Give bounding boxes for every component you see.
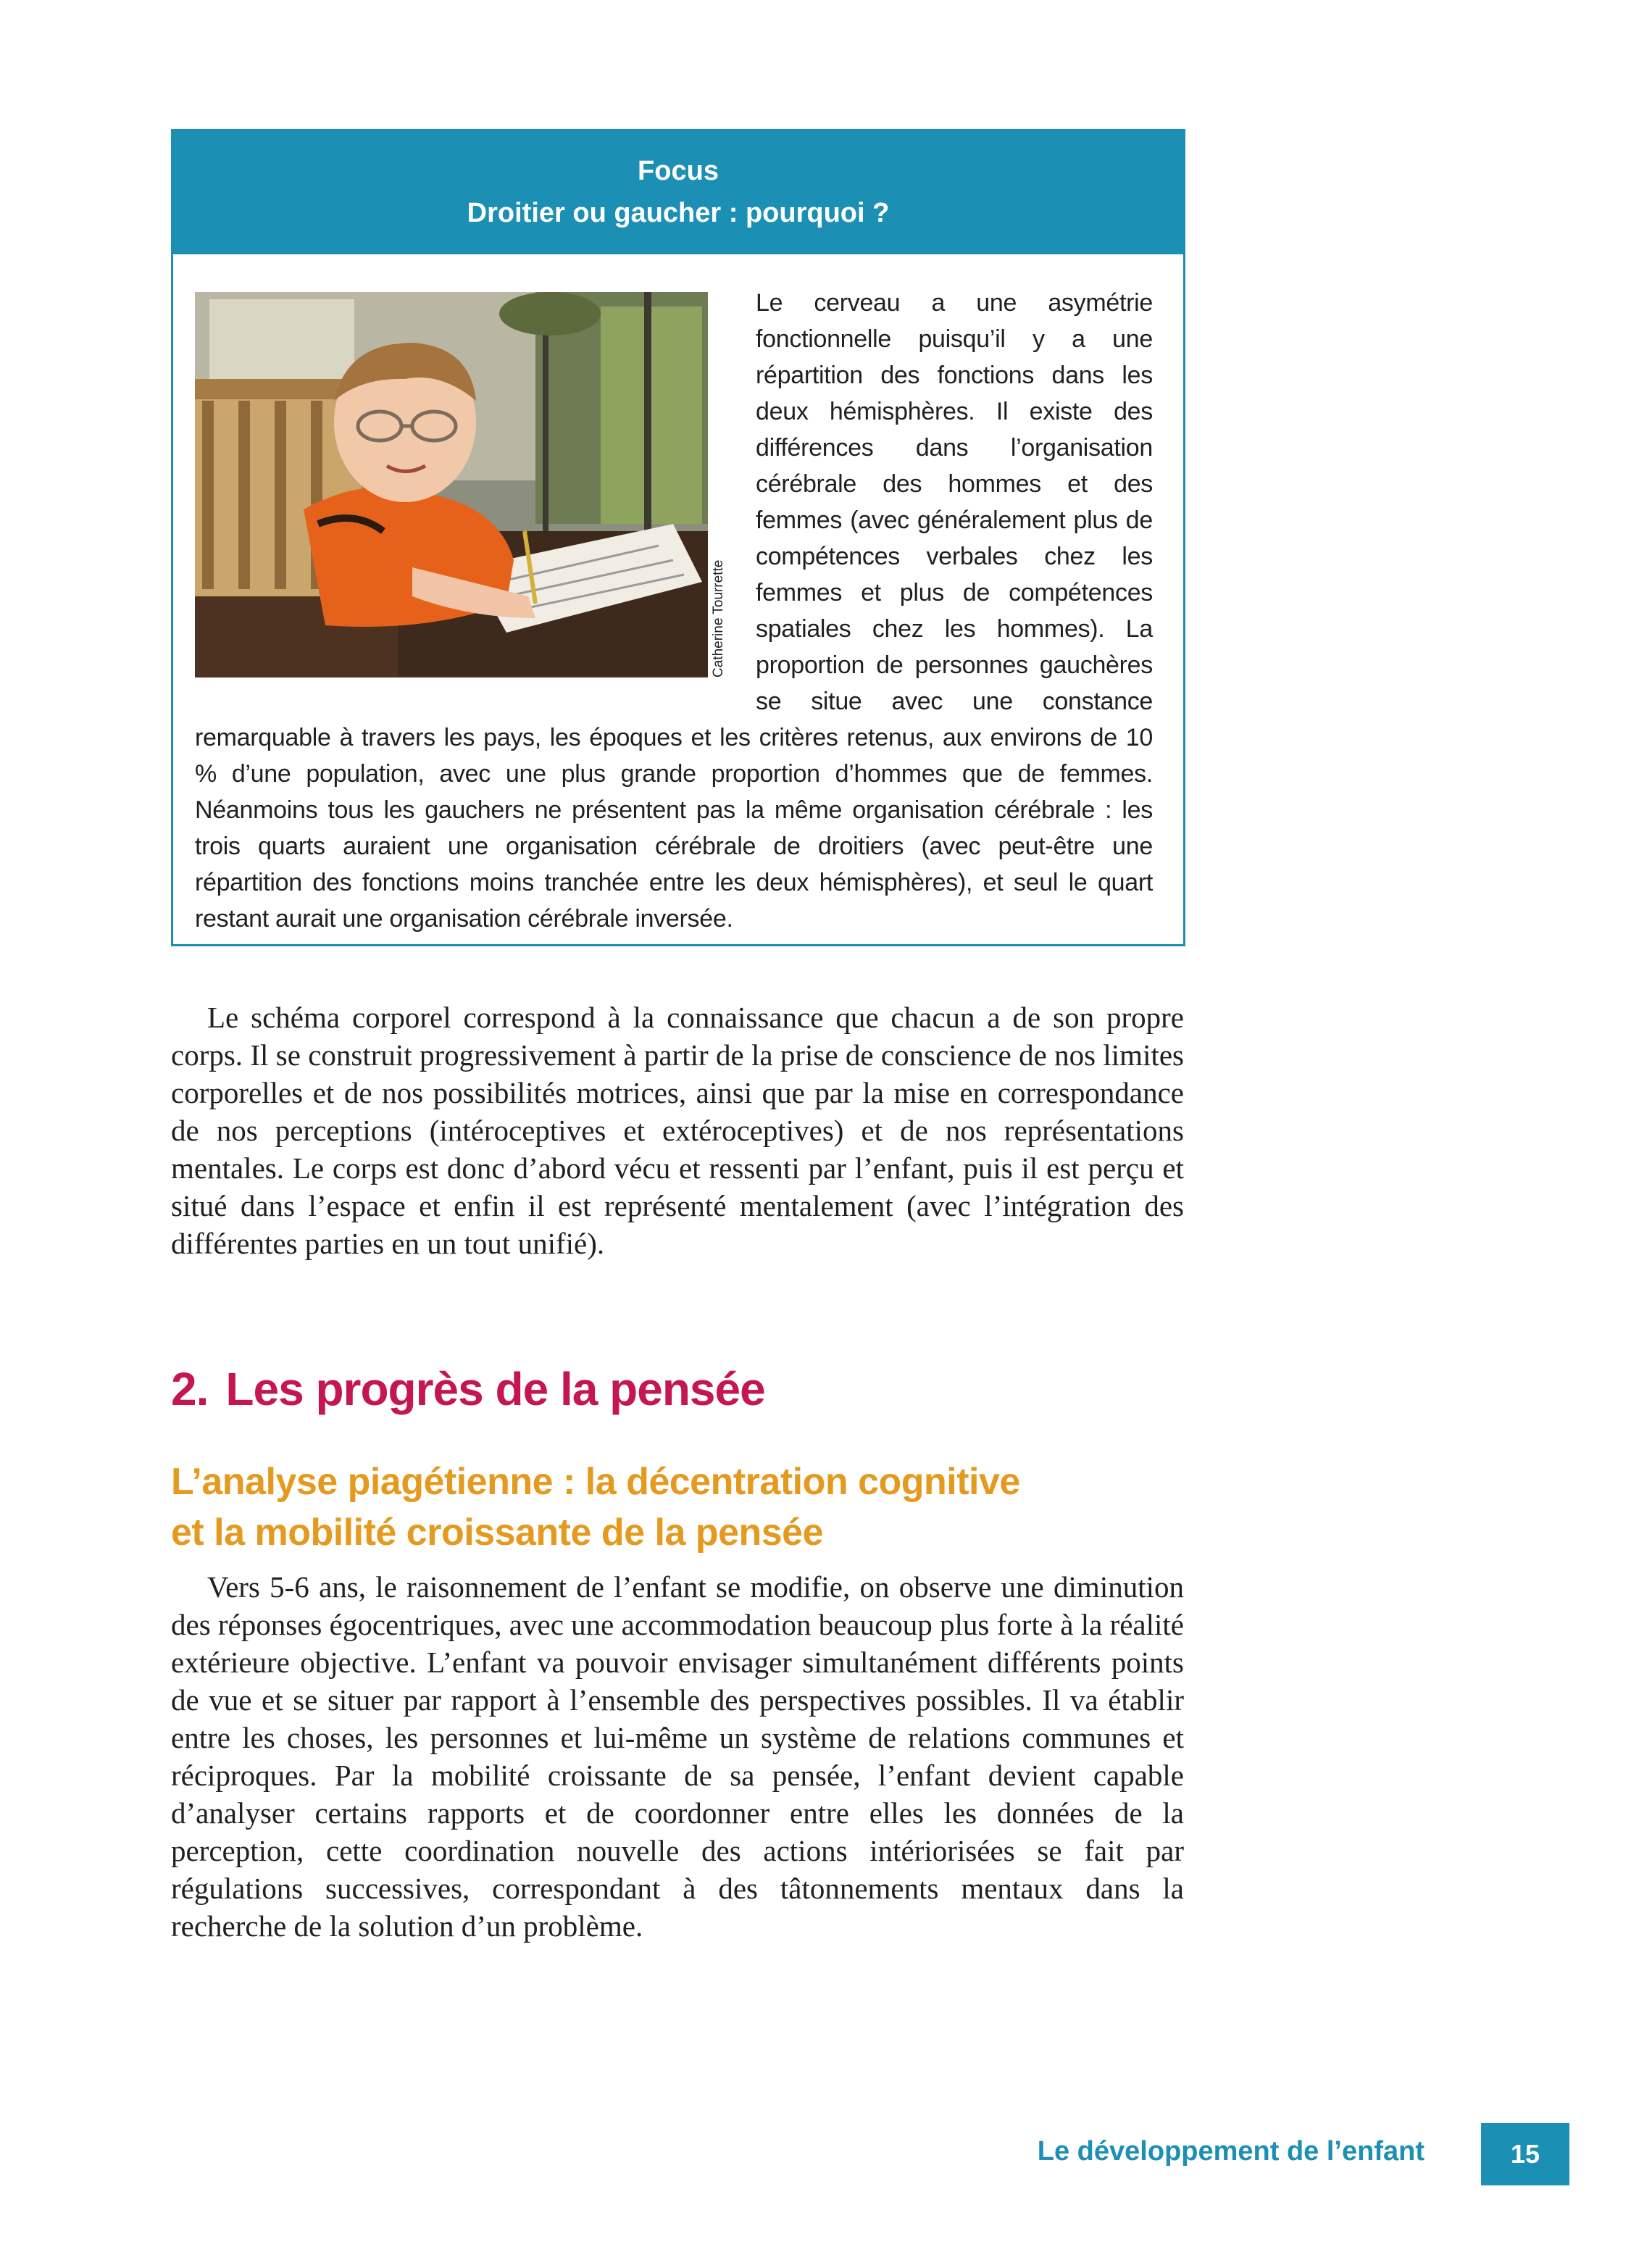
photo-illustration [195, 292, 708, 678]
paragraph-piaget: Vers 5-6 ans, le raisonnement de l’enfant se modifie, on observe une diminution des réponses égocentriques, avec une accommodation beaucoup plus forte à la réalité extérieure objective. L’enfant va pouvoir envisager simultanément différents points de vue et se situer par rapport à l’ensemble des perspectives possibles. Il va établir entre les choses, les personnes et lui-même un système de relations communes et réciproques. Par la mobilité croissante de sa pensée, l’enfant devient capable d’analyser certains rapports et de coordonner entre elles les données de la perception, cette coordination nouvelle des actions intériorisées se fait par régulations successives, correspondant à des tâtonnements mentaux dans la recherche de la solution d’un problème. [171, 1570, 1184, 1943]
focus-title: Droitier ou gaucher : pourquoi ? [467, 198, 890, 228]
section-title [171, 1362, 765, 1416]
footer-book-title: Le développement de l’enfant [1037, 2136, 1424, 2167]
photo-credit: Catherine Tourrette [711, 559, 726, 678]
child-writing-photo [195, 292, 708, 678]
focus-label: Focus [638, 156, 719, 186]
subsection-title-line1: L’analyse piagétienne : la décentration cognitive [171, 1461, 1020, 1503]
section-number: 2. [171, 1363, 209, 1415]
section-title-text: Les progrès de la pensée [225, 1363, 765, 1415]
focus-text: Le cerveau a une asymétrie fonctionnelle puisqu’il y a une répartition des fonctions dans les deux hémisphères. Il existe des différences dans l’organisation cérébrale des hommes et des femmes (avec généralement plus de compétences verbales chez les femmes et plus de compétences spatiales chez les hommes). La proportion de personnes gauchères se situe avec une constance remarquable à travers les pays, les époques et les critères retenus, aux environs de 10 % d’une population, avec une plus grande proportion d’hommes que de femmes. Néanmoins tous les gauchers ne présentent pas la même organisation cérébrale : les trois quarts auraient une organisation cérébrale de droitiers (avec peut-être une répartition des fonctions moins tranchée entre les deux hémisphères), et seul le quart restant aurait une organisation cérébrale inversée. [195, 289, 1153, 933]
focus-header [173, 131, 1183, 254]
paragraph-schema-corporel: Le schéma corporel correspond à la connaissance que chacun a de son propre corps. Il se construit progressivement à partir de la prise de conscience de nos limites corporelles et de nos possibilités motrices, ainsi que par la mise en correspondance de nos perceptions (intéroceptives et extéroceptives) et de nos représentations mentales. Le corps est donc d’abord vécu et ressenti par l’enfant, puis il est perçu et situé dans l’espace et enfin il est représenté mentalement (avec l’intégration des différentes parties en un tout unifié). [171, 1001, 1184, 1260]
subsection-title-line2: et la mobilité croissante de la pensée [171, 1512, 824, 1554]
subsection-title [171, 1456, 1258, 1558]
page-number: 15 [1481, 2123, 1569, 2185]
focus-box [171, 129, 1185, 946]
